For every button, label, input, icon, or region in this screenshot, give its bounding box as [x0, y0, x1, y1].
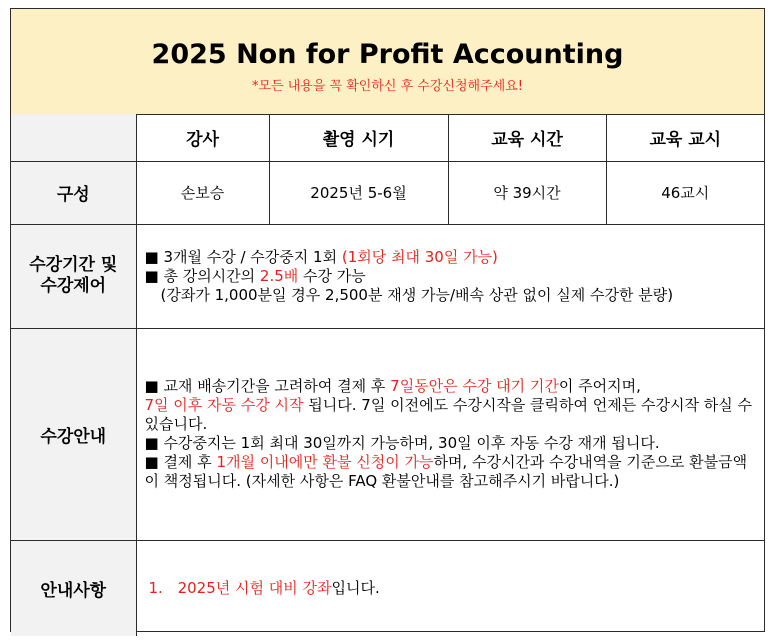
period-text: ■ 3개월 수강 / 수강중지 1회	[144, 247, 342, 266]
guide-text: 이 주어지며,	[558, 377, 641, 395]
notice-item-highlight: 2025년 시험 대비 강좌	[177, 578, 332, 597]
row-label-guide: 수강안내	[11, 328, 136, 540]
composition-row	[11, 161, 764, 224]
period-line-1	[145, 248, 757, 267]
notice-row	[11, 540, 764, 636]
header-banner	[11, 9, 764, 115]
lesson-count-value: 46교시	[606, 161, 764, 224]
guide-text: 됩니다. 7일 이전에도 수강시작을 클릭하여 언제든 수강시작 하실 수 있습니다.	[144, 396, 752, 433]
page-title: 2025 Non for Profit Accounting	[151, 39, 624, 70]
guide-content	[136, 328, 764, 540]
page-subtitle: *모든 내용을 꼭 확인하신 후 수강신청해주세요!	[252, 79, 523, 94]
course-info-table	[11, 114, 764, 636]
period-highlight: (1회당 최대 30일 가능)	[341, 247, 498, 266]
row-label-composition: 구성	[11, 161, 136, 224]
guide-text: ■ 교재 배송기간을 고려하여 결제 후	[144, 377, 391, 395]
guide-highlight: 7일동안은 수강 대기 기간	[390, 377, 559, 395]
period-line-2	[145, 267, 757, 286]
filming-period-value: 2025년 5-6월	[269, 161, 448, 224]
period-text: 수강 가능	[298, 266, 366, 285]
col-header-instructor: 강사	[136, 114, 269, 161]
period-content	[136, 224, 764, 328]
col-header-filming-period: 촬영 시기	[269, 114, 448, 161]
instructor-value: 손보승	[136, 161, 269, 224]
guide-paragraph-1	[145, 377, 757, 396]
guide-row	[11, 328, 764, 540]
guide-text: 하며, 수강시간과 수강내역을 기준으로 환불금액이 책정됩니다. (자세한 사항은 FAQ 환불안내를 참고해주시기 바랍니다.)	[144, 453, 748, 490]
period-highlight: 2.5배	[259, 266, 299, 285]
corner-cell	[11, 114, 136, 161]
row-label-period: 수강기간 및 수강제어	[11, 224, 136, 328]
guide-paragraph-2	[145, 396, 757, 434]
guide-paragraph-3: ■ 수강중지는 1회 최대 30일까지 가능하며, 30일 이후 자동 수강 재개 됩니다.	[144, 434, 660, 452]
notice-item-text: 입니다.	[331, 578, 380, 597]
col-header-lesson-count: 교육 교시	[606, 114, 764, 161]
period-text: ■ 총 강의시간의	[144, 266, 260, 285]
course-hours-value: 약 39시간	[448, 161, 606, 224]
notice-item-number: 1.	[148, 578, 163, 597]
guide-highlight: 1개월 이내에만 환불 신청이 가능	[216, 453, 434, 471]
guide-paragraph-4	[145, 453, 757, 491]
column-header-row	[11, 114, 764, 161]
col-header-course-hours: 교육 시간	[448, 114, 606, 161]
row-label-notice: 안내사항	[11, 540, 136, 636]
notice-content	[136, 540, 764, 636]
period-row	[11, 224, 764, 328]
period-line-3: (강좌가 1,000분일 경우 2,500분 재생 가능/배속 상관 없이 실제 수강한 분량)	[160, 285, 674, 304]
guide-text: ■ 결제 후	[144, 453, 217, 471]
course-info-frame	[10, 8, 765, 632]
guide-highlight: 7일 이후 자동 수강 시작	[144, 396, 304, 414]
